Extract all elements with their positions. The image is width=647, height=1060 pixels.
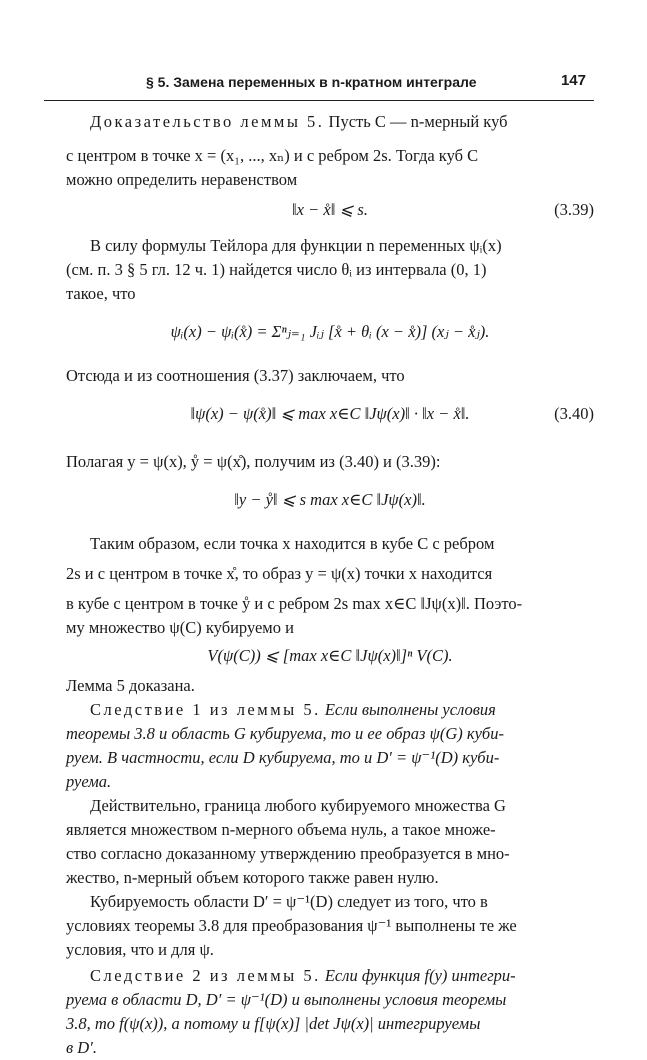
text-span: 3.8, то f(ψ(x)), а потому и f[ψ(x)] |det Jψ(x)| интегрируемы bbox=[66, 1014, 481, 1033]
text-line bbox=[66, 842, 594, 866]
text-span: является множеством n-мерного объема нуль, а такое множе- bbox=[66, 820, 496, 839]
text-span: Отсюда и из соотношения (3.37) заключаем, что bbox=[66, 366, 405, 385]
text-line bbox=[66, 964, 594, 988]
text-line bbox=[66, 258, 594, 282]
text-span: Лемма 5 доказана. bbox=[66, 676, 195, 695]
text-line bbox=[66, 698, 594, 722]
equation-3-40 bbox=[66, 402, 594, 438]
proof-label: Доказательство леммы 5. bbox=[90, 112, 325, 131]
text-span: Кубируемость области D′ = ψ⁻¹(D) следует из того, что в bbox=[90, 892, 488, 911]
text-span: му множество ψ(C) кубируемо и bbox=[66, 618, 294, 637]
equation-y-estimate bbox=[66, 488, 594, 524]
text-span: 2s и с центром в точке x̊, то образ y = ψ(x) точки x находится bbox=[66, 564, 493, 583]
text-span: теоремы 3.8 и область G кубируема, то и ее образ ψ(G) куби- bbox=[66, 724, 504, 743]
header-rule bbox=[44, 100, 594, 101]
text-span: условиях теоремы 3.8 для преобразования ψ⁻¹ выполнены те же bbox=[66, 916, 517, 935]
text-line bbox=[66, 592, 594, 616]
text-span: руем. В частности, если D кубируема, то и D′ = ψ⁻¹(D) куби- bbox=[66, 748, 500, 767]
corollary-2-label: Следствие 2 из леммы 5. bbox=[90, 966, 321, 985]
text-span: жество, n-мерный объем которого также равен нулю. bbox=[66, 868, 439, 887]
text-span: Действительно, граница любого кубируемого множества G bbox=[90, 796, 506, 815]
text-line bbox=[66, 794, 594, 818]
page-body bbox=[66, 104, 594, 1060]
text-line bbox=[66, 988, 594, 1012]
running-header bbox=[146, 74, 586, 90]
text-line bbox=[66, 1012, 594, 1036]
text-span: в кубе с центром в точке ẙ и с ребром 2s max x∈C ‖Jψ(x)‖. Поэто- bbox=[66, 594, 523, 613]
text-span: (см. п. 3 § 5 гл. 12 ч. 1) найдется число θᵢ из интервала (0, 1) bbox=[66, 260, 487, 279]
text-line bbox=[66, 1036, 594, 1060]
text-line bbox=[66, 234, 594, 258]
running-title: § 5. Замена переменных в n-кратном интеграле bbox=[146, 74, 477, 90]
text-span: с центром в точке x = (x₁, ..., xₙ) и с ребром 2s. Тогда куб C bbox=[66, 146, 479, 165]
equation-3-39 bbox=[66, 198, 594, 226]
text-line bbox=[66, 532, 594, 556]
equation-text: ‖y − ẙ‖ ⩽ s max x∈C ‖Jψ(x)‖. bbox=[234, 490, 426, 509]
equation-text: V(ψ(C)) ⩽ [max x∈C ‖Jψ(x)‖]ⁿ V(C). bbox=[207, 646, 453, 665]
text-line bbox=[66, 450, 594, 474]
text-span: руема в области D, D′ = ψ⁻¹(D) и выполнены условия теоремы bbox=[66, 990, 507, 1009]
text-line bbox=[66, 616, 594, 640]
equation-volume bbox=[66, 644, 594, 674]
text-line bbox=[66, 818, 594, 842]
text-line bbox=[66, 144, 594, 168]
equation-taylor bbox=[66, 320, 594, 360]
text-line bbox=[66, 168, 594, 192]
text-span: в D′. bbox=[66, 1038, 97, 1057]
text-span: такое, что bbox=[66, 284, 136, 303]
text-line bbox=[66, 866, 594, 890]
page-number: 147 bbox=[560, 72, 586, 89]
text-span: Таким образом, если точка x находится в кубе C с ребром bbox=[90, 534, 495, 553]
equation-text: ψᵢ(x) − ψᵢ(x̊) = Σⁿⱼ₌₁ Jᵢⱼ [x̊ + θᵢ (x − x̊)] (xⱼ − x̊ⱼ). bbox=[170, 322, 490, 341]
equation-text: ‖x − x̊‖ ⩽ s. bbox=[292, 200, 368, 219]
text-line bbox=[66, 364, 594, 388]
text-line bbox=[66, 770, 594, 794]
text-line bbox=[66, 938, 594, 962]
text-span: Пусть C — n-мерный куб bbox=[328, 112, 508, 131]
text-line bbox=[66, 722, 594, 746]
text-span: Если выполнены условия bbox=[324, 700, 496, 719]
text-line bbox=[66, 110, 594, 134]
text-line bbox=[66, 282, 594, 306]
text-span: Если функция f(y) интегри- bbox=[324, 966, 516, 985]
text-span: ство согласно доказанному утверждению преобразуется в мно- bbox=[66, 844, 510, 863]
text-line bbox=[66, 674, 594, 698]
equation-number: (3.39) bbox=[554, 200, 594, 219]
text-line bbox=[66, 914, 594, 938]
text-line bbox=[66, 890, 594, 914]
text-span: Полагая y = ψ(x), ẙ = ψ(x̊), получим из (3.40) и (3.39): bbox=[66, 452, 441, 471]
equation-number: (3.40) bbox=[554, 404, 594, 423]
text-span: условия, что и для ψ. bbox=[66, 940, 214, 959]
text-span: можно определить неравенством bbox=[66, 170, 298, 189]
equation-text: ‖ψ(x) − ψ(x̊)‖ ⩽ max x∈C ‖Jψ(x)‖ · ‖x − x̊‖. bbox=[190, 404, 470, 423]
corollary-1-label: Следствие 1 из леммы 5. bbox=[90, 700, 321, 719]
text-span: В силу формулы Тейлора для функции n переменных ψᵢ(x) bbox=[90, 236, 502, 255]
text-span: руема. bbox=[66, 772, 112, 791]
text-line bbox=[66, 746, 594, 770]
text-line bbox=[66, 562, 594, 586]
